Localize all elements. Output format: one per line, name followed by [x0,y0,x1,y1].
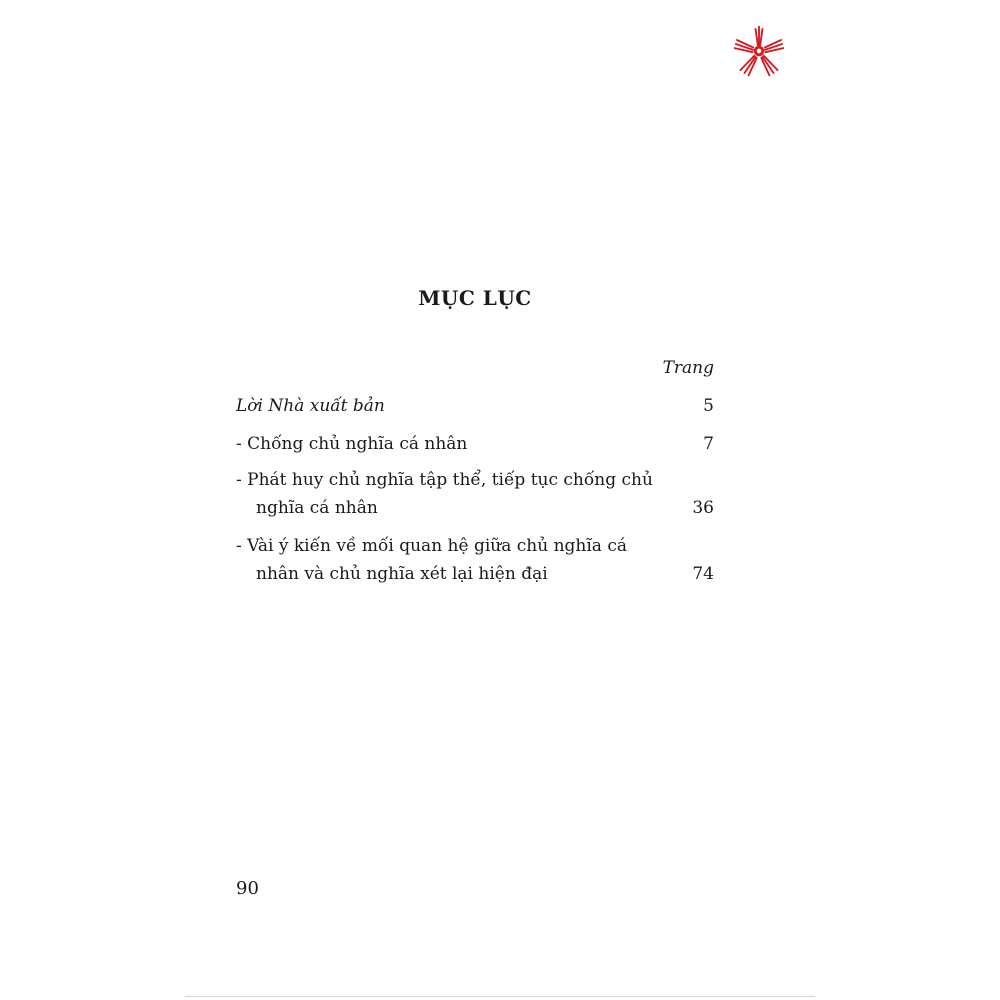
publisher-logo-icon [730,22,788,80]
toc-entry-page: 7 [703,434,714,454]
toc-entry-title: - Chống chủ nghĩa cá nhân [236,434,468,454]
toc-entry-title: - Vài ý kiến về mối quan hệ giữa chủ nghĩa cá [236,536,627,556]
toc-entry-title: Lời Nhà xuất bản [236,396,385,416]
divider [185,996,815,997]
toc-entry[interactable] [236,470,714,526]
toc-entry-title-continuation: nhân và chủ nghĩa xét lại hiện đại [256,564,548,584]
toc-entry-page: 74 [692,564,714,584]
toc-entry[interactable] [236,434,714,460]
toc-entry-page: 5 [703,396,714,416]
page-column-header: Trang [662,358,714,378]
toc-entry[interactable] [236,396,714,422]
toc-entry-title-continuation: nghĩa cá nhân [256,498,378,518]
page-title: MỤC LỤC [418,286,532,310]
toc-entry-page: 36 [692,498,714,518]
toc-entry[interactable] [236,536,714,592]
toc-entry-title: - Phát huy chủ nghĩa tập thể, tiếp tục chống chủ [236,470,653,490]
page-number: 90 [236,878,259,899]
